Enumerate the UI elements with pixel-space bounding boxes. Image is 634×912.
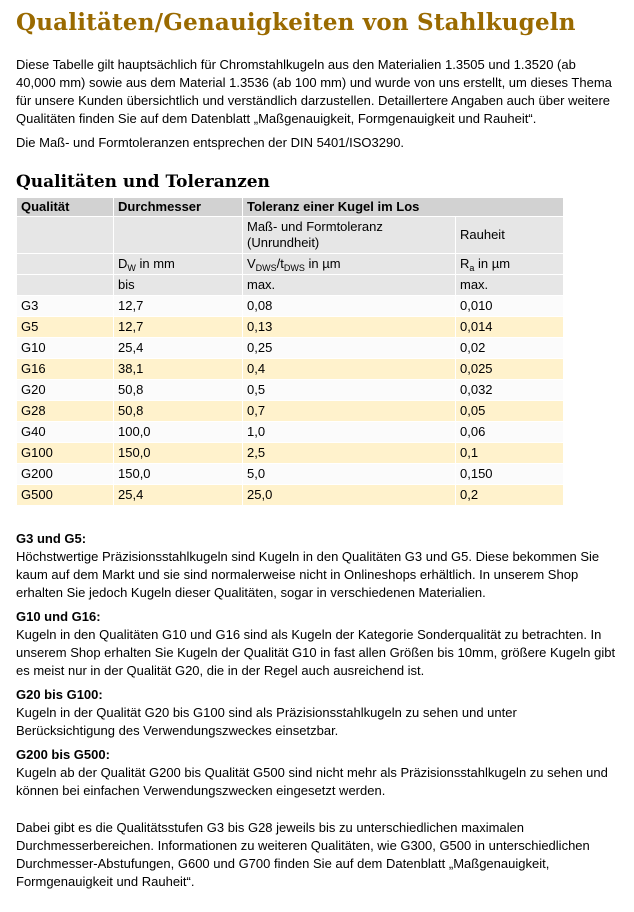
section-heading: G200 bis G500: <box>16 747 110 762</box>
header-diameter: Durchmesser <box>114 198 243 217</box>
cell-diameter: 12,7 <box>114 296 243 317</box>
cell-roughness: 0,06 <box>456 422 564 443</box>
cell-roughness: 0,02 <box>456 338 564 359</box>
cell-diameter: 25,4 <box>114 485 243 506</box>
cell-roughness: 0,2 <box>456 485 564 506</box>
header-tolerance: Toleranz einer Kugel im Los <box>243 198 564 217</box>
cell-roughness: 0,032 <box>456 380 564 401</box>
cell-diameter: 38,1 <box>114 359 243 380</box>
cell-roughness: 0,1 <box>456 443 564 464</box>
section-heading: G10 und G16: <box>16 609 101 624</box>
page-title: Qualitäten/Genauigkeiten von Stahlkugeln <box>16 9 576 36</box>
cell-quality: G20 <box>17 380 114 401</box>
section-heading: G20 bis G100: <box>16 687 103 702</box>
subheader-roughness: Rauheit <box>456 217 564 254</box>
unit-vdws: $V_{DWS}/t_{DWS}$ in µm <box>243 254 456 275</box>
quality-table <box>16 197 564 506</box>
cell-tolerance: 0,08 <box>243 296 456 317</box>
table-header-row <box>17 198 564 217</box>
cell-roughness: 0,014 <box>456 317 564 338</box>
unit-dw: $D_W$ in mm <box>114 254 243 275</box>
table-body <box>17 296 564 506</box>
table-row <box>17 485 564 506</box>
section-text: Kugeln ab der Qualität G200 bis Qualität G500 sind nicht mehr als Präzisionsstahlkugeln zu sehen und können bei einfachen Verwendungszwecken eingesetzt werden. <box>16 765 608 798</box>
cell-quality: G40 <box>17 422 114 443</box>
cell-diameter: 12,7 <box>114 317 243 338</box>
cell-quality: G28 <box>17 401 114 422</box>
cell-roughness: 0,010 <box>456 296 564 317</box>
subheader-form-tolerance: Maß- und Formtoleranz (Unrundheit) <box>243 217 456 254</box>
cell-quality: G100 <box>17 443 114 464</box>
table-row <box>17 380 564 401</box>
cell-diameter: 50,8 <box>114 380 243 401</box>
section-text: Höchstwertige Präzisionsstahlkugeln sind Kugeln in den Qualitäten G3 und G5. Diese bekommen Sie kaum auf dem Markt und sie sind normalerweise nicht in Onlineshops erhältlich. In unserem Shop erhalten Sie jedoch Kugeln dieser Qualitäten, sogar in verschiedenen Materialien. <box>16 549 600 600</box>
section-text: Kugeln in der Qualität G20 bis G100 sind als Präzisionsstahlkugeln zu sehen und unter Berücksichtigung des Verwendungszweckes einsetzbar. <box>16 705 517 738</box>
section-g10-g16 <box>16 608 616 680</box>
limit-max: max. <box>243 275 456 296</box>
cell-quality: G10 <box>17 338 114 359</box>
table-row <box>17 296 564 317</box>
cell-tolerance: 25,0 <box>243 485 456 506</box>
cell-diameter: 150,0 <box>114 443 243 464</box>
table-limit-row <box>17 275 564 296</box>
cell-tolerance: 1,0 <box>243 422 456 443</box>
empty-cell <box>17 254 114 275</box>
cell-roughness: 0,150 <box>456 464 564 485</box>
cell-quality: G200 <box>17 464 114 485</box>
cell-quality: G3 <box>17 296 114 317</box>
limit-bis: bis <box>114 275 243 296</box>
cell-tolerance: 2,5 <box>243 443 456 464</box>
empty-cell <box>17 275 114 296</box>
header-quality: Qualität <box>17 198 114 217</box>
cell-quality: G16 <box>17 359 114 380</box>
cell-diameter: 100,0 <box>114 422 243 443</box>
cell-diameter: 25,4 <box>114 338 243 359</box>
final-paragraph: Dabei gibt es die Qualitätsstufen G3 bis G28 jeweils bis zu unterschiedlichen maximalen Durchmesserbereichen. Informationen zu weiteren Qualitäten, wie G300, G500 in unterschiedlichen Durchmesser-Abstufungen, G600 und G700 finden Sie auf dem Datenblatt „Maßgenauigkeit, Formgenauigkeit und Rauheit“. <box>16 820 590 889</box>
cell-tolerance: 0,25 <box>243 338 456 359</box>
table-units-row <box>17 254 564 275</box>
table-row <box>17 338 564 359</box>
section-g20-g100 <box>16 686 616 740</box>
section-text: Kugeln in den Qualitäten G10 und G16 sind als Kugeln der Kategorie Sonderqualität zu betrachten. In unserem Shop erhalten Sie Kugeln der Qualität G10 in fast allen Größen bis 10mm, größere Kugeln gibt es meist nur in der Qualität G20, die in der Regel auch ausreichend ist. <box>16 627 616 678</box>
section-g3-g5 <box>16 530 616 602</box>
cell-quality: G500 <box>17 485 114 506</box>
cell-roughness: 0,025 <box>456 359 564 380</box>
table-row <box>17 422 564 443</box>
cell-tolerance: 0,4 <box>243 359 456 380</box>
cell-tolerance: 5,0 <box>243 464 456 485</box>
cell-tolerance: 0,7 <box>243 401 456 422</box>
unit-ra: $R_a$ in µm <box>456 254 564 275</box>
cell-quality: G5 <box>17 317 114 338</box>
limit-max: max. <box>456 275 564 296</box>
table-row <box>17 317 564 338</box>
cell-diameter: 150,0 <box>114 464 243 485</box>
cell-tolerance: 0,5 <box>243 380 456 401</box>
cell-roughness: 0,05 <box>456 401 564 422</box>
table-row <box>17 443 564 464</box>
cell-tolerance: 0,13 <box>243 317 456 338</box>
table-row <box>17 359 564 380</box>
din-note: Die Maß- und Formtoleranzen entsprechen der DIN 5401/ISO3290. <box>16 135 405 150</box>
table-subheader-row <box>17 217 564 254</box>
section-title: Qualitäten und Toleranzen <box>16 172 270 192</box>
empty-cell <box>17 217 114 254</box>
intro-paragraph: Diese Tabelle gilt hauptsächlich für Chromstahlkugeln aus den Materialien 1.3505 und 1.3520 (ab 40,000 mm) sowie aus dem Material 1.3536 (ab 100 mm) und wurde von uns erstellt, um dieses Thema für unsere Kunden übersichtlich und verständlich darzustellen. Detaillertere Angaben auch über weitere Qualitäten finden Sie auf dem Datenblatt „Maßgenauigkeit, Formgenauigkeit und Rauheit“. <box>16 57 612 126</box>
table-row <box>17 464 564 485</box>
table-row <box>17 401 564 422</box>
cell-diameter: 50,8 <box>114 401 243 422</box>
empty-cell <box>114 217 243 254</box>
section-g200-g500 <box>16 746 616 800</box>
section-heading: G3 und G5: <box>16 531 87 546</box>
document <box>16 0 616 904</box>
